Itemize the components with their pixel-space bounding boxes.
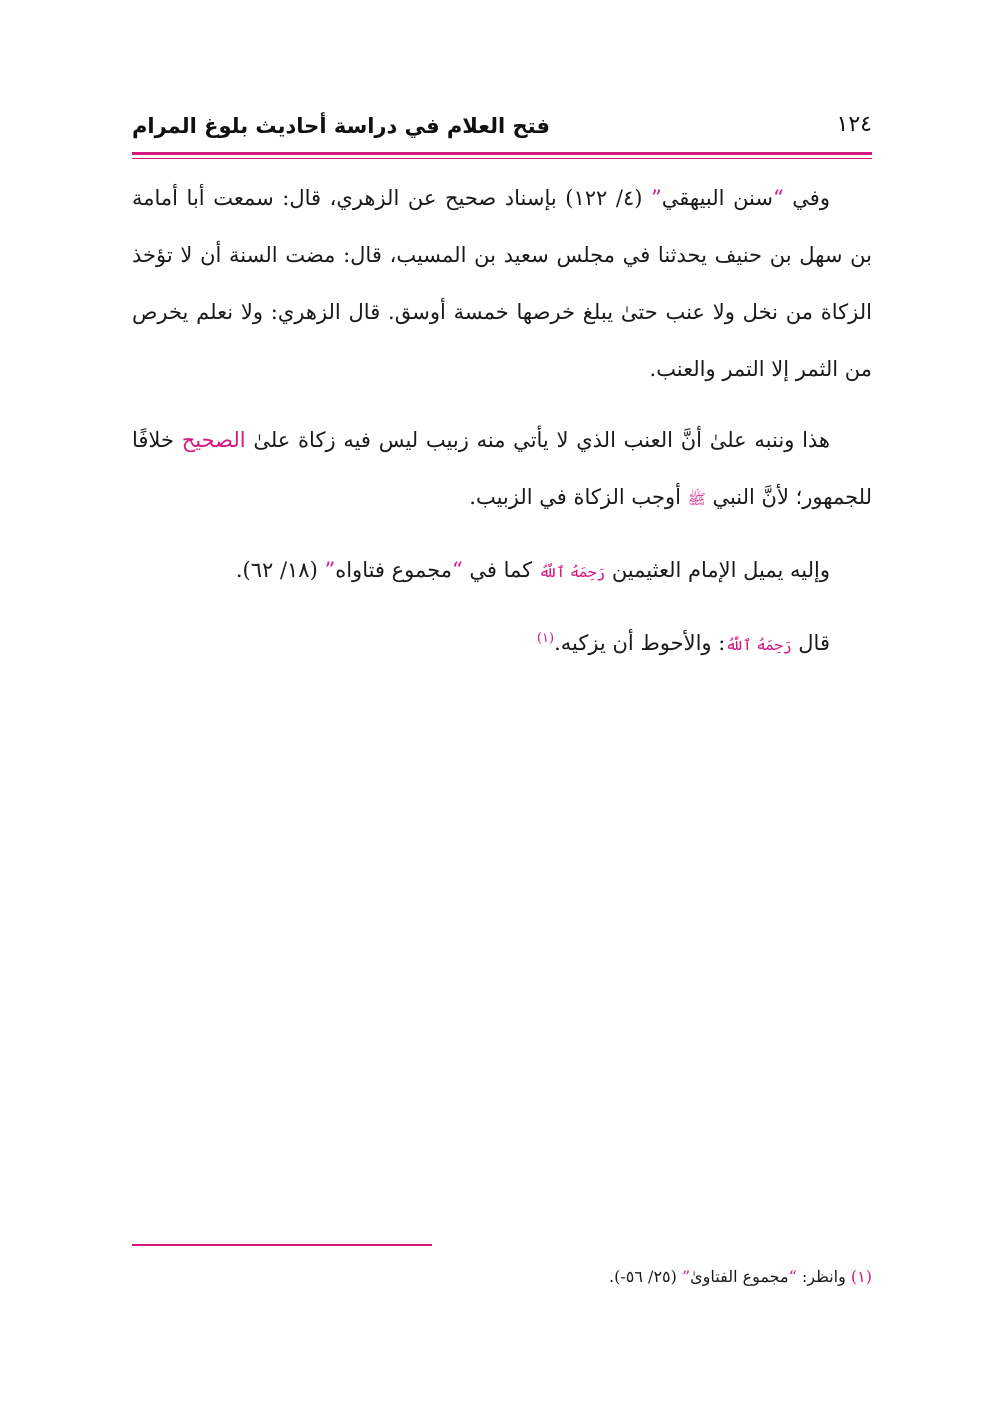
footnote-separator xyxy=(132,1244,432,1246)
paragraph-text: وفي xyxy=(783,186,830,210)
page-number: ١٢٤ xyxy=(836,112,872,137)
close-quote: ” xyxy=(681,1267,691,1286)
paragraph-text: هذا وننبه علىٰ أنَّ العنب الذي لا يأتي منه زبيب ليس فيه زكاة علىٰ xyxy=(245,428,830,452)
paragraph-text: : والأحوط أن يزكيه. xyxy=(554,631,726,655)
close-quote: ” xyxy=(651,186,662,210)
paragraph-bayhaqi xyxy=(132,170,872,398)
footnote-reference[interactable]: (١) xyxy=(536,631,555,646)
book-page xyxy=(132,0,872,1418)
running-header xyxy=(132,108,872,144)
open-quote: “ xyxy=(451,558,463,582)
footnote-text: وانظر: xyxy=(796,1267,851,1286)
main-text xyxy=(132,170,872,688)
source-title: مجموع الفتاوىٰ xyxy=(690,1267,789,1286)
close-quote: ” xyxy=(324,558,336,582)
paragraph-text: خلافًا للجمهور؛ لأنَّ النبي xyxy=(132,428,872,509)
honorific-symbol: ﷺ xyxy=(687,490,706,508)
paragraph-quote xyxy=(132,615,872,674)
honorific-symbol: رَحِمَهُ ٱللَّهُ xyxy=(725,636,792,654)
paragraph-grapes-note xyxy=(132,412,872,528)
open-quote: “ xyxy=(788,1267,797,1286)
honorific-symbol: رَحِمَهُ ٱللَّهُ xyxy=(538,563,606,581)
header-rule-thick xyxy=(132,152,872,155)
paragraph-text: أوجب الزكاة في الزبيب. xyxy=(469,485,688,509)
paragraph-text: (١٨/ ٦٢). xyxy=(235,558,325,582)
source-title: مجموع فتاواه xyxy=(335,558,452,582)
footnote xyxy=(132,1262,872,1292)
highlighted-term: الصحيح xyxy=(181,428,246,452)
paragraph-text: قال xyxy=(791,631,830,655)
header-rule-thin xyxy=(132,158,872,159)
footnote-text: (٢٥/ ٥٦-). xyxy=(609,1267,682,1286)
footnote-number: (١) xyxy=(850,1267,872,1286)
source-title: سنن البيهقي xyxy=(661,186,773,210)
open-quote: “ xyxy=(772,186,784,210)
book-title: فتح العلام في دراسة أحاديث بلوغ المرام xyxy=(132,114,550,138)
paragraph-uthaymeen xyxy=(132,542,872,601)
paragraph-text: وإليه يميل الإمام العثيمين xyxy=(605,558,830,582)
paragraph-text: كما في xyxy=(462,558,539,582)
paragraph-text: (٤/ ١٢٢) بإسناد صحيح عن الزهري، قال: سمعت أبا أمامة بن سهل بن حنيف يحدثنا في مجلس سعيد بن المسيب، قال: مضت السنة أن لا تؤخذ الزكاة من نخل ولا عنب حتىٰ يبلغ خرصها خمسة أوسق. قال الزهري: ولا نعلم يخرص من الثمر إلا التمر والعنب. xyxy=(132,186,872,381)
